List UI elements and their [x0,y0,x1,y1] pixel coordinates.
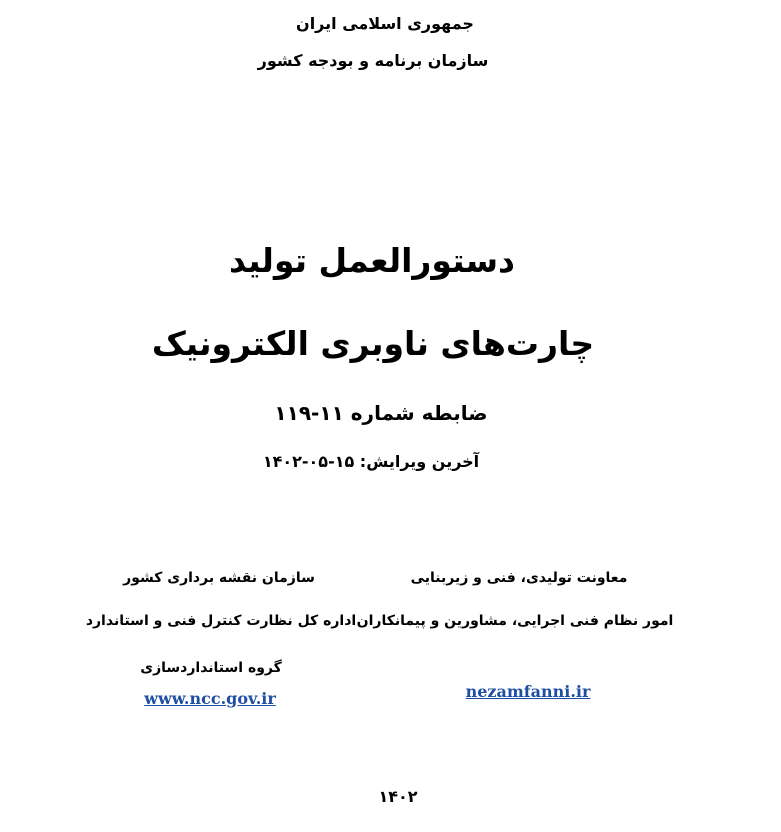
technical-system-affairs: امور نظام فنی اجرایی، مشاورین و پیمانکاران [356,613,674,629]
document-title-line1: دستورالعمل تولید [229,241,515,280]
publication-year: ۱۴۰۲ [378,787,418,806]
technical-control-office: اداره کل نظارت کنترل فنی و استاندارد [85,613,357,629]
country-name: جمهوری اسلامی ایران [296,14,474,33]
standardization-group: گروه استانداردسازی [140,660,282,676]
deputy-office-name: معاونت تولیدی، فنی و زیربنایی [410,570,628,586]
last-revision-date: آخرین ویرایش: ۱۵-۰۵-۱۴۰۲ [262,452,480,471]
mapping-organization-name: سازمان نقشه برداری کشور [123,570,315,586]
document-title-line2: چارت‌های ناوبری الکترونیک [151,324,595,363]
nezamfanni-link[interactable]: nezamfanni.ir [465,682,591,701]
regulation-code: ضابطه شماره ۱۱-۱۱۹ [274,401,488,425]
ncc-link[interactable]: www.ncc.gov.ir [144,689,276,708]
organization-name: سازمان برنامه و بودجه کشور [257,51,489,70]
